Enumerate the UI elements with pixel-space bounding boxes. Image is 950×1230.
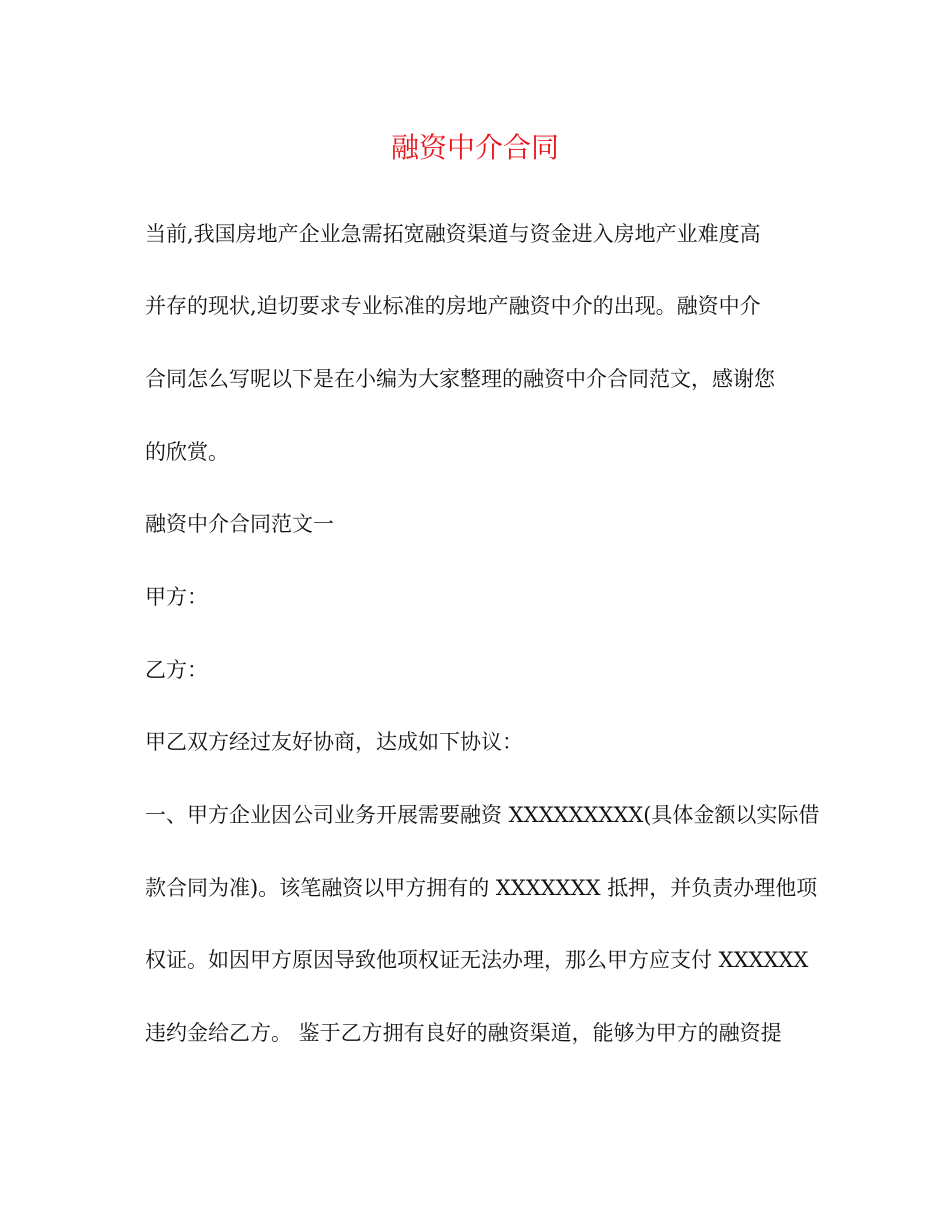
agreement-intro: 甲乙双方经过友好协商，达成如下协议： bbox=[145, 730, 523, 754]
clause-line-2: 款合同为准)。该笔融资以甲方拥有的 XXXXXXX 抵押，并负责办理他项 bbox=[145, 876, 818, 900]
clause-line-3: 权证。如因甲方原因导致他项权证无法办理，那么甲方应支付 XXXXXX bbox=[145, 948, 809, 972]
clause-line-1: 一、甲方企业因公司业务开展需要融资 XXXXXXXXX(具体金额以实际借 bbox=[145, 803, 820, 827]
party-a-label: 甲方： bbox=[145, 585, 208, 609]
paragraph-line-1: 当前,我国房地产企业急需拓宽融资渠道与资金进入房地产业难度高 bbox=[145, 222, 761, 246]
section-heading: 融资中介合同范文一 bbox=[145, 512, 334, 536]
paragraph-line-2: 并存的现状,迫切要求专业标准的房地产融资中介的出现。融资中介 bbox=[145, 294, 761, 318]
document-title: 融资中介合同 bbox=[390, 131, 559, 164]
paragraph-line-4: 的欣赏。 bbox=[145, 440, 229, 464]
clause-line-4: 违约金给乙方。 鉴于乙方拥有良好的融资渠道，能够为甲方的融资提 bbox=[145, 1021, 782, 1045]
paragraph-line-3: 合同怎么写呢以下是在小编为大家整理的融资中介合同范文，感谢您 bbox=[145, 367, 775, 391]
party-b-label: 乙方： bbox=[145, 658, 208, 682]
